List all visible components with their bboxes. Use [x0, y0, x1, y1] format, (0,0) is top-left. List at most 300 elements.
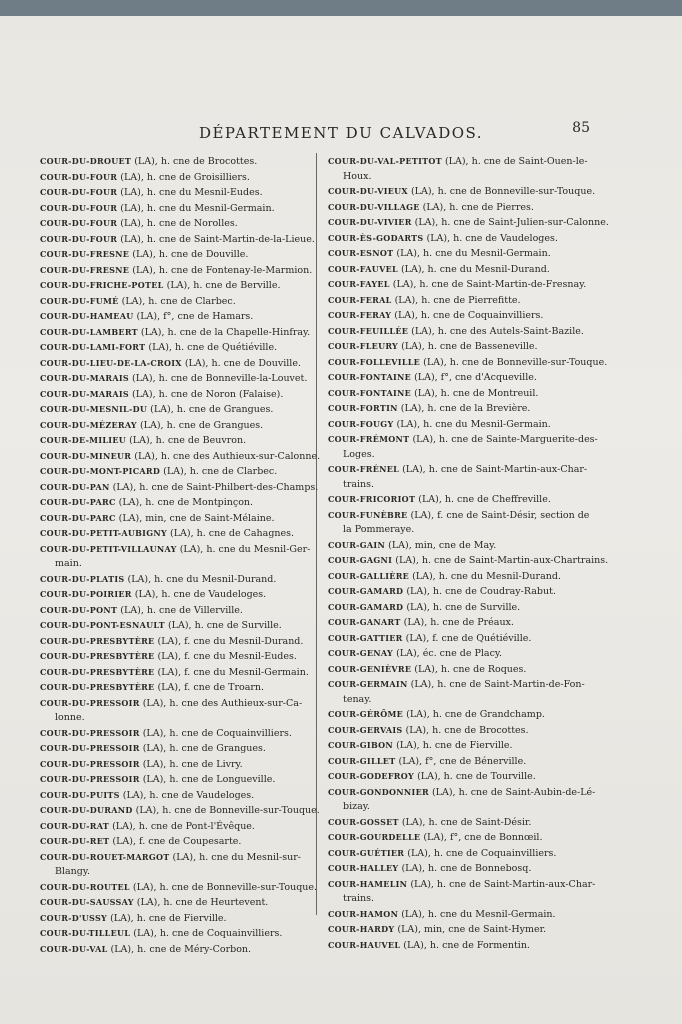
entry-description: (LA), h. cne de Bonneville-sur-Touque. — [135, 805, 320, 816]
index-entry — [40, 371, 310, 387]
entry-place-name: COUR-DU-ROUET-MARGOT — [40, 851, 170, 862]
entry-description: main. — [55, 558, 82, 569]
index-entry — [328, 830, 596, 846]
entry-place-name: COUR-DU-FOUR — [40, 218, 118, 228]
entry-description: (LA), h. cne de Méry-Corbon. — [110, 943, 252, 955]
entry-description: (LA), h. cne de Coquainvilliers. — [133, 928, 283, 939]
entry-place-name: COUR-DU-LIEU-DE-LA-CROIX — [40, 357, 182, 368]
entry-place-name: COUR-DU-FOUR — [40, 171, 118, 182]
entry-description: (LA), h. cne de Beuvron. — [129, 435, 247, 446]
entry-place-name: COUR-DU-LAMI-FORT — [40, 342, 146, 352]
entry-place-name: COUR-HALLEY — [328, 863, 399, 873]
entry-place-name: COUR-DU-MARAIS — [40, 388, 130, 399]
page-number: 85 — [572, 120, 590, 136]
entry-place-name: COUR-GERMAIN — [328, 679, 408, 689]
entry-place-name: COUR-HAMELIN — [328, 878, 408, 889]
entry-place-name: COUR-DU-PRESSOIR — [40, 758, 140, 769]
entry-description: (LA), h. cne de Saint-Martin-aux-Char- — [402, 464, 588, 475]
entry-description: (LA), h. cne de Bonneville-sur-Touque. — [423, 356, 608, 368]
entry-place-name: COUR-DU-FRICHE-POTEL — [40, 280, 164, 290]
entry-description: (LA), h. cne du Mesnil-Durand. — [412, 570, 561, 582]
entry-place-name: COUR-DU-PLATIS — [40, 573, 125, 584]
index-entry — [40, 803, 320, 819]
entry-place-name: COUR-HAUVEL — [328, 939, 401, 950]
index-entry — [40, 696, 310, 712]
index-entry — [40, 834, 310, 850]
index-entry — [328, 754, 596, 770]
entry-place-name: COUR-GERVAIS — [328, 724, 403, 735]
entry-description: (LA), h. cne de la Chapelle-Hinfray. — [140, 326, 311, 338]
index-entry — [328, 846, 596, 862]
index-entry — [40, 480, 319, 496]
entry-place-name: COUR-DU-PRESBYTÈRE — [40, 635, 155, 646]
entry-place-name: COUR-ÈS-GODARTS — [328, 232, 424, 243]
entry-description: (LA), h. cne de Berville. — [166, 280, 281, 291]
entry-description: lonne. — [55, 712, 85, 723]
index-entry — [40, 247, 310, 263]
entry-place-name: COUR-GAIN — [328, 539, 386, 550]
entry-place-name: COUR-DU-FOUR — [40, 202, 118, 213]
entry-place-name: COUR-FRICORIOT — [328, 494, 416, 504]
entry-place-name: COUR-DU-MARAIS — [40, 373, 130, 383]
entry-place-name: COUR-FRÉNEL — [328, 464, 400, 474]
index-entry — [328, 215, 609, 231]
entry-place-name: COUR-DU-SAUSSAY — [40, 897, 134, 907]
entry-description: (LA), h. cne de Pierres. — [422, 201, 534, 213]
index-entry — [328, 324, 596, 340]
index-entry — [40, 895, 310, 911]
entry-description: (LA), h. cne de Fierville. — [110, 912, 227, 924]
entry-place-name: COUR-FERAY — [328, 310, 392, 320]
index-entry — [328, 693, 596, 708]
index-entry — [40, 464, 310, 480]
index-entry — [328, 584, 596, 600]
index-entry — [328, 478, 596, 493]
entry-place-name: COUR-DU-MONT-PICARD — [40, 466, 161, 476]
entry-place-name: COUR-GIBON — [328, 740, 394, 750]
entry-place-name: COUR-DU-PRESBYTÈRE — [40, 666, 155, 677]
entry-description: (LA), h. cne de Saint-Martin-de-Fon- — [410, 679, 585, 690]
index-entry — [40, 741, 310, 757]
entry-description: trains. — [343, 478, 375, 490]
entry-description: (LA), h. cne de Norolles. — [120, 218, 238, 229]
index-entry — [40, 572, 310, 588]
entry-description: (LA), h. cne de Fontenay-le-Marmion. — [132, 264, 313, 276]
entry-place-name: COUR-DU-FOUR — [40, 187, 118, 197]
index-entry — [328, 184, 596, 200]
index-entry — [328, 432, 596, 448]
entry-place-name: COUR-DU-PRESSOIR — [40, 727, 140, 738]
entry-place-name: COUR-DU-PARC — [40, 512, 116, 523]
entry-description: Houx. — [343, 170, 372, 182]
entry-place-name: COUR-FOUGY — [328, 418, 394, 429]
entry-place-name: COUR-DU-HAMEAU — [40, 311, 134, 321]
index-entry — [328, 386, 596, 402]
entry-place-name: COUR-DU-RET — [40, 836, 110, 846]
index-entry — [328, 861, 596, 877]
index-entry — [40, 618, 310, 634]
index-entry — [328, 800, 596, 815]
index-entry — [40, 216, 310, 232]
index-entry — [328, 401, 596, 417]
index-entry — [328, 448, 596, 463]
index-entry — [328, 523, 596, 538]
entry-place-name: COUR-DU-VAL-PETITOT — [328, 156, 442, 166]
index-entry — [40, 788, 310, 804]
entry-place-name: COUR-DU-MESNIL-DU — [40, 404, 148, 414]
index-entry — [40, 911, 310, 927]
index-entry — [40, 449, 321, 465]
entry-description: (LA), h. cne de Pont-l'Évêque. — [112, 820, 255, 832]
index-entry — [40, 649, 310, 665]
entry-place-name: COUR-DU-FRESNE — [40, 264, 130, 275]
entry-description: (LA), h. cne des Autels-Saint-Bazile. — [411, 325, 584, 337]
entry-description: (LA), h. cne de Saint-Martin-aux-Char- — [410, 878, 596, 890]
entry-description: (LA), h. cne de Cahagnes. — [170, 528, 295, 539]
index-entry — [40, 433, 310, 449]
entry-place-name: COUR-DU-PETIT-VILLAUNAY — [40, 543, 177, 554]
entry-description: (LA), h. cne de Grandchamp. — [406, 709, 545, 720]
left-column — [40, 154, 321, 957]
entry-place-name: COUR-DU-PRESSOIR — [40, 743, 140, 753]
entry-place-name: COUR-DU-DROUET — [40, 156, 132, 166]
index-entry — [328, 553, 609, 569]
index-entry — [328, 170, 596, 185]
index-entry — [328, 246, 596, 262]
entry-description: (LA), h. cne de Bonneville-sur-Touque. — [410, 186, 596, 197]
entry-description: (LA), min, cne de Saint-Mélaine. — [118, 512, 275, 524]
entry-description: (LA), f°, cne de Bonnœil. — [423, 832, 543, 843]
entry-description: (LA), h. cne de Coquainvilliers. — [142, 727, 292, 739]
entry-place-name: COUR-GENAY — [328, 648, 394, 658]
entry-place-name: COUR-DU-LAMBERT — [40, 326, 138, 337]
entry-place-name: COUR-DU-PUITS — [40, 789, 120, 800]
entry-place-name: COUR-HAMON — [328, 908, 399, 919]
entry-description: (LA), h. cne de Villerville. — [120, 604, 243, 616]
entry-place-name: COUR-GAMARD — [328, 586, 404, 596]
entry-description: (LA), h. cne de Saint-Martin-de-la-Lieue. — [120, 233, 315, 245]
entry-place-name: COUR-DU-PRESSOIR — [40, 697, 140, 708]
entry-description: (LA), f. cne de Quétiéville. — [405, 632, 532, 644]
entry-place-name: COUR-DU-PONT — [40, 604, 118, 615]
entry-place-name: COUR-DU-VILLAGE — [328, 201, 420, 212]
entry-description: (LA), f. cne du Mesnil-Durand. — [157, 635, 304, 647]
entry-description: (LA), h. cne de Quétiéville. — [148, 342, 278, 353]
entry-description: (LA), h. cne de Livry. — [142, 758, 243, 770]
entry-place-name: COUR-DU-RAT — [40, 820, 110, 831]
index-entry — [40, 542, 310, 558]
index-entry — [40, 865, 310, 880]
entry-place-name: COUR-DU-VAL — [40, 943, 108, 954]
entry-place-name: COUR-GAMARD — [328, 601, 404, 612]
index-entry — [40, 680, 310, 696]
index-entry — [328, 815, 596, 831]
entry-place-name: COUR-FERAL — [328, 294, 392, 305]
entry-description: (LA), h. cne de Coquainvilliers. — [407, 847, 557, 859]
entry-description: (LA), h. cne des Authieux-sur-Calonne. — [134, 450, 321, 462]
entry-place-name: COUR-ESNOT — [328, 248, 394, 258]
entry-description: (LA), h. cne de Longueville. — [142, 774, 276, 785]
index-entry — [328, 154, 596, 170]
index-entry — [40, 294, 310, 310]
entry-description: (LA), h. cne de Bonneville-la-Louvet. — [132, 373, 308, 384]
entry-place-name: COUR-DU-PARC — [40, 497, 116, 507]
index-entry — [328, 646, 596, 662]
index-entry — [328, 262, 596, 278]
index-entry — [328, 293, 596, 309]
entry-description: (LA), h. cne du Mesnil-Ger- — [179, 543, 311, 555]
entry-description: (LA), h. cne du Mesnil-Germain. — [396, 418, 551, 430]
index-entry — [328, 277, 596, 293]
entry-description: bizay. — [343, 801, 370, 812]
entry-place-name: COUR-DU-PONT-ESNAULT — [40, 620, 165, 630]
index-entry — [40, 340, 310, 356]
entry-description: tenay. — [343, 693, 372, 705]
entry-place-name: COUR-DU-MÉZERAY — [40, 419, 137, 430]
entry-description: (LA), h. cne de Saint-Julien-sur-Calonne. — [414, 217, 609, 228]
entry-description: (LA), h. cne de Bonnebosq. — [401, 863, 532, 874]
entry-description: (LA), h. cne de Pierrefitte. — [394, 294, 521, 306]
entry-description: (LA), h. cne de Formentin. — [403, 939, 530, 951]
entry-place-name: COUR-DU-POIRIER — [40, 589, 132, 599]
column-divider — [316, 153, 317, 915]
entry-description: (LA), h. cne de Vaudeloges. — [134, 589, 267, 600]
index-entry — [40, 880, 318, 896]
entry-description: (LA), h. cne de Saint-Désir. — [401, 816, 532, 828]
index-entry — [40, 278, 310, 294]
index-entry — [40, 511, 310, 527]
scan-edge — [0, 0, 682, 16]
entry-description: (LA), f. cne du Mesnil-Eudes. — [157, 651, 297, 662]
index-entry — [328, 738, 596, 754]
index-entry — [40, 201, 310, 217]
entry-place-name: COUR-FONTAINE — [328, 372, 412, 382]
entry-place-name: COUR-DU-PETIT-AUBIGNY — [40, 528, 167, 538]
entry-description: (LA), h. cne de Noron (Falaise). — [132, 388, 284, 400]
index-entry — [328, 769, 596, 785]
entry-description: (LA), h. cne de Montreuil. — [414, 387, 539, 399]
entry-place-name: COUR-DU-FRESNE — [40, 249, 130, 259]
entry-place-name: COUR-GANART — [328, 617, 401, 627]
index-entry — [328, 462, 596, 478]
entry-description: (LA), h. cne de Préaux. — [403, 617, 514, 628]
index-entry — [40, 495, 310, 511]
entry-description: (LA), h. cne de Tourville. — [417, 771, 536, 782]
entry-description: (LA), h. cne de Douville. — [132, 249, 249, 260]
entry-place-name: COUR-FONTAINE — [328, 387, 412, 398]
entry-description: (LA), f. cne de Saint-Désir, section de — [410, 509, 590, 521]
index-entry — [40, 603, 310, 619]
index-entry — [328, 417, 596, 433]
index-entry — [328, 492, 596, 508]
index-entry — [40, 726, 310, 742]
index-entry — [40, 850, 310, 866]
index-entry — [328, 631, 596, 647]
index-entry — [40, 309, 310, 325]
entry-description: (LA), h. cne de la Brevière. — [400, 403, 531, 414]
entry-description: (LA), h. cne de Vaudeloges. — [122, 789, 255, 801]
index-entry — [328, 200, 596, 216]
index-entry — [40, 263, 313, 279]
index-entry — [40, 356, 310, 372]
entry-description: (LA), h. cne de Heurtevent. — [136, 897, 269, 908]
entry-description: (LA), h. cne du Mesnil-Germain. — [396, 248, 551, 259]
entry-place-name: COUR-FEUILLÉE — [328, 325, 409, 336]
entry-place-name: COUR-DU-PAN — [40, 481, 110, 492]
index-entry — [328, 231, 596, 247]
entry-place-name: COUR-FUNÈBRE — [328, 509, 408, 520]
index-entry — [328, 370, 596, 386]
entry-place-name: COUR-GATTIER — [328, 632, 403, 643]
index-entry — [328, 907, 596, 923]
entry-description: (LA), h. cne de Bonneville-sur-Touque. — [132, 881, 318, 893]
entry-description: (LA), h. cne de Surville. — [406, 601, 521, 613]
entry-place-name: COUR-DU-VIVIER — [328, 217, 412, 227]
index-entry — [40, 154, 310, 170]
index-entry — [328, 615, 596, 631]
index-entry — [40, 757, 310, 773]
index-entry — [40, 665, 310, 681]
entry-place-name: COUR-DU-DURAND — [40, 805, 133, 815]
entry-description: (LA), h. cne du Mesnil-Durand. — [400, 263, 550, 275]
index-entry — [328, 922, 596, 938]
entry-place-name: COUR-GALLIÈRE — [328, 570, 410, 581]
entry-description: (LA), h. cne du Mesnil-Germain. — [120, 202, 275, 214]
index-entry — [328, 355, 608, 371]
index-entry — [328, 339, 596, 355]
index-entry — [328, 569, 596, 585]
entry-description: (LA), h. cne de Vaudeloges. — [426, 232, 558, 244]
entry-description: (LA), h. cne de Roques. — [414, 663, 527, 675]
entry-place-name: COUR-FRÉMONT — [328, 434, 410, 444]
entry-place-name: COUR-GILLET — [328, 755, 396, 766]
entry-description: (LA), h. cne de Coquainvilliers. — [394, 310, 544, 321]
index-entry — [40, 387, 310, 403]
entry-description: (LA), h. cne de Sainte-Marguerite-des- — [412, 434, 598, 445]
entry-description: (LA), h. cne du Mesnil-sur- — [172, 851, 301, 863]
entry-place-name: COUR-DU-ROUTEL — [40, 881, 130, 892]
entry-place-name: COUR-FLEURY — [328, 341, 399, 351]
entry-place-name: COUR-GODEFROY — [328, 771, 415, 781]
entry-description: (LA), h. cne de Surville. — [167, 620, 282, 631]
right-column — [328, 154, 609, 953]
entry-description: la Pommeraye. — [343, 524, 415, 535]
index-entry — [40, 557, 310, 572]
page-title: DÉPARTEMENT DU CALVADOS. — [198, 124, 484, 142]
index-entry — [328, 707, 596, 723]
index-entry — [328, 892, 596, 907]
entry-place-name: COUR-DU-VIEUX — [328, 186, 408, 196]
entry-place-name: COUR-GAGNI — [328, 555, 393, 565]
entry-place-name: COUR-FAUVEL — [328, 263, 398, 274]
entry-description: (LA), h. cne du Mesnil-Eudes. — [120, 187, 263, 198]
entry-description: (LA), h. cne de Coudray-Rabut. — [406, 586, 556, 597]
entry-place-name: COUR-GONDONNIER — [328, 786, 429, 797]
entry-description: (LA), h. cne des Authieux-sur-Ca- — [142, 697, 303, 709]
entry-description: (LA), h. cne de Saint-Martin-aux-Chartrains. — [395, 555, 609, 566]
entry-description: (LA), h. cne de Saint-Ouen-le- — [444, 156, 588, 167]
entry-description: (LA), h. cne de Clarbec. — [121, 295, 236, 307]
entry-place-name: COUR-GENIÈVRE — [328, 663, 412, 674]
index-entry — [40, 926, 310, 942]
entry-place-name: COUR-D'USSY — [40, 912, 108, 923]
entry-description: (LA), h. cne de Fierville. — [396, 740, 513, 751]
entry-description: (LA), f°, cne de Hamars. — [136, 311, 254, 322]
index-entry — [40, 819, 310, 835]
entry-place-name: COUR-GOURDELLE — [328, 832, 421, 842]
entry-place-name: COUR-GOSSET — [328, 816, 399, 827]
entry-description: (LA), h. cne de Douville. — [184, 357, 301, 369]
entry-place-name: COUR-DU-PRESSOIR — [40, 774, 140, 784]
index-entry — [40, 402, 310, 418]
entry-description: (LA), h. cne de Brocottes. — [134, 156, 258, 167]
entry-place-name: COUR-DE-MILIEU — [40, 435, 127, 445]
entry-description: (LA), h. cne du Mesnil-Durand. — [127, 573, 277, 585]
index-entry — [40, 418, 310, 434]
index-entry — [328, 785, 596, 801]
entry-description: (LA), h. cne de Grangues. — [150, 404, 274, 415]
index-entry — [40, 325, 310, 341]
index-entry — [328, 662, 596, 678]
index-entry — [40, 526, 310, 542]
entry-description: (LA), f°, cne de Bénerville. — [398, 755, 527, 767]
index-entry — [328, 938, 596, 954]
index-entry — [40, 634, 310, 650]
entry-place-name: COUR-HARDY — [328, 924, 395, 934]
entry-place-name: COUR-GUÉTIER — [328, 847, 405, 858]
index-entry — [328, 538, 596, 554]
entry-description: (LA), h. cne de Saint-Aubin-de-Lé- — [431, 786, 596, 798]
entry-description: (LA), h. cne de Grangues. — [142, 743, 266, 754]
entry-description: (LA), h. cne de Montpinçon. — [118, 497, 254, 508]
index-entry — [40, 232, 315, 248]
entry-description: (LA), f°, cne d'Acqueville. — [414, 372, 537, 383]
entry-place-name: COUR-DU-PRESBYTÈRE — [40, 651, 155, 661]
index-entry — [40, 170, 310, 186]
entry-description: Loges. — [343, 448, 375, 460]
index-entry — [40, 772, 310, 788]
entry-description: (LA), h. cne de Saint-Martin-de-Fresnay. — [392, 279, 587, 290]
entry-description: (LA), éc. cne de Placy. — [396, 648, 503, 659]
entry-description: (LA), f. cne du Mesnil-Germain. — [157, 666, 309, 678]
entry-place-name: COUR-GÉRÔME — [328, 709, 404, 719]
entry-description: (LA), h. cne du Mesnil-Germain. — [401, 908, 556, 920]
entry-place-name: COUR-DU-MINEUR — [40, 450, 132, 461]
index-entry — [328, 723, 596, 739]
entry-description: (LA), h. cne de Basseneville. — [401, 341, 538, 352]
entry-description: (LA), h. cne de Cheffreville. — [418, 494, 551, 505]
entry-description: (LA), h. cne de Grangues. — [139, 419, 264, 431]
entry-place-name: COUR-DU-FUMÉ — [40, 295, 119, 306]
entry-place-name: COUR-FOLLEVILLE — [328, 356, 421, 367]
index-entry — [328, 600, 596, 616]
entry-place-name: COUR-FAYEL — [328, 279, 390, 289]
entry-description: (LA), h. cne de Clarbec. — [163, 466, 278, 477]
entry-place-name: COUR-FORTIN — [328, 403, 398, 413]
entry-description: (LA), f. cne de Coupesarte. — [112, 836, 242, 847]
entry-description: (LA), min, cne de May. — [388, 539, 497, 551]
index-entry — [328, 677, 596, 693]
index-entry — [328, 308, 596, 324]
entry-description: (LA), h. cne de Brocottes. — [405, 724, 529, 736]
entry-place-name: COUR-DU-TILLEUL — [40, 928, 131, 938]
entry-description: trains. — [343, 893, 375, 904]
entry-description: (LA), h. cne de Groisilliers. — [120, 171, 250, 183]
entry-place-name: COUR-DU-PRESBYTÈRE — [40, 682, 155, 692]
index-entry — [328, 877, 596, 893]
entry-description: (LA), f. cne de Troarn. — [157, 682, 265, 693]
index-entry — [40, 587, 310, 603]
